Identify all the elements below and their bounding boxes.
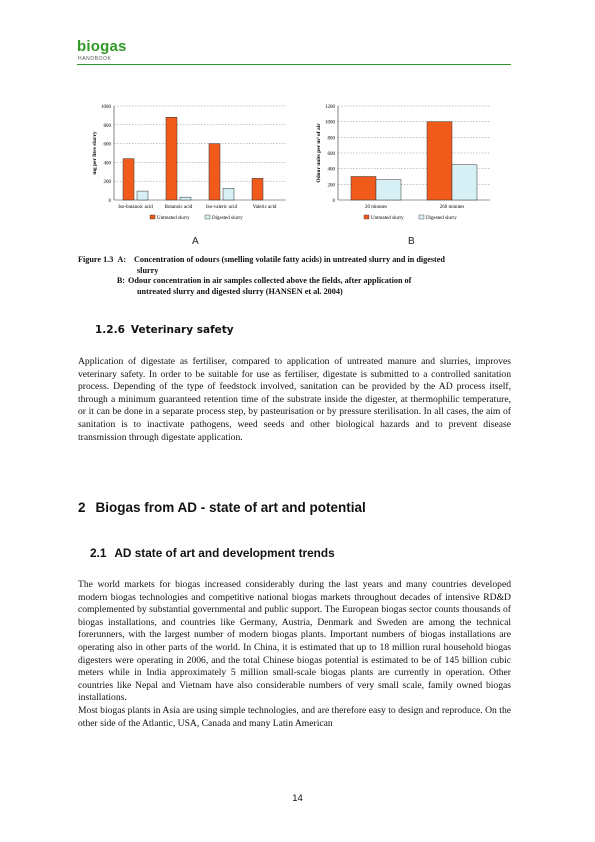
caption-b-text: Odour concentration in air samples collected above the fields, after application of	[128, 276, 412, 285]
caption-a-text: Concentration of odours (smelling volatile fatty acids) in untreated slurry and in digested	[134, 255, 445, 264]
bar-untreated-slurry	[252, 178, 263, 200]
y-tick-label: 0	[332, 199, 335, 204]
chart-a-volatile-fatty-acids	[80, 98, 290, 233]
x-tick-label: 260 minutes	[439, 205, 465, 210]
y-tick-label: 400	[103, 161, 111, 167]
bar-digested-slurry	[376, 180, 401, 200]
legend-label: Untreated slurry	[157, 216, 190, 221]
y-tick-label: 1000	[325, 120, 335, 126]
header-rule	[77, 64, 511, 65]
panel-label-b: B	[408, 236, 415, 247]
figure-caption	[78, 255, 518, 297]
legend-swatch	[364, 215, 369, 219]
x-tick-label: Valeric acid	[252, 205, 277, 210]
handbook-subtitle: HANDBOOK	[78, 56, 112, 62]
figure-label: Figure 1.3 A:	[78, 255, 127, 264]
caption-b-text-cont: untreated slurry and digested slurry (HANSEN et al. 2004)	[137, 286, 343, 296]
legend-label: Untreated slurry	[371, 216, 404, 221]
panel-label-a: A	[192, 236, 199, 247]
paragraph-state-of-art	[78, 579, 511, 730]
bar-untreated-slurry	[209, 144, 220, 200]
legend-swatch	[205, 215, 210, 219]
x-tick-label: 20 minutes	[364, 205, 388, 210]
page-number: 14	[292, 793, 303, 804]
bar-untreated-slurry	[351, 177, 376, 201]
heading-chapter-2: 2 Biogas from AD - state of art and potential	[78, 500, 366, 515]
bar-digested-slurry	[223, 188, 234, 200]
handbook-logo: biogas	[77, 38, 127, 55]
y-tick-label: 600	[327, 152, 335, 157]
x-tick-label: Butanoic acid	[164, 205, 193, 210]
y-tick-label: 600	[103, 142, 111, 148]
y-tick-label: 1000	[101, 105, 111, 110]
heading-section-2-1: 2.1 AD state of art and development trends	[90, 546, 335, 560]
paragraph-asia-plants: Most biogas plants in Asia are using simple technologies, and are therefore easy to design and reproduce. On the other side of the Atlantic, USA, Canada and many Latin American	[78, 704, 511, 729]
bar-digested-slurry	[180, 197, 191, 200]
caption-b-label: B:	[116, 276, 125, 285]
y-tick-label: 1200	[325, 105, 335, 110]
y-tick-label: 200	[103, 180, 111, 186]
x-tick-label: Iso-valeric acid	[206, 205, 237, 210]
y-axis-label: mg per litre slurry	[92, 131, 98, 175]
x-tick-label: Iso-butanoic acid	[118, 205, 153, 210]
bar-untreated-slurry	[166, 117, 177, 200]
y-tick-label: 200	[327, 183, 335, 189]
bar-untreated-slurry	[123, 159, 134, 200]
y-tick-label: 0	[108, 199, 111, 204]
y-tick-label: 800	[327, 136, 335, 142]
y-tick-label: 800	[103, 123, 111, 129]
bar-digested-slurry	[137, 191, 148, 200]
bar-digested-slurry	[452, 165, 477, 200]
y-axis-label: Odour units per m³ of air	[316, 123, 322, 183]
legend-label: Digested slurry	[212, 216, 243, 221]
legend-swatch	[419, 215, 424, 219]
paragraph-world-markets: The world markets for biogas increased considerably during the last years and many countries developed modern biogas technologies and competitive national biogas markets throughout decades of intensive RD&D complemented by substantial governmental and public support. The European biogas sector counts thousands of biogas installations, and countries like Germany, Austria, Denmark and Sweden are among the technical forerunners, with the largest number of modern biogas plants. Important numbers of biogas installations are operating also in other parts of the world. In China, it is estimated that up to 18 million rural household biogas digesters were operating in 2006, and the total Chinese biogas potential is estimated to be of 145 billion cubic meters while in India approximately 5 million small-scale biogas plants are currently in operation. Other countries like Nepal and Vietnam have also considerable numbers of very small scale, family owned biogas installations.	[78, 579, 511, 704]
bar-untreated-slurry	[427, 122, 452, 200]
heading-veterinary-safety: 1.2.6 Veterinary safety	[95, 324, 234, 336]
paragraph-veterinary-safety: Application of digestate as fertiliser, compared to application of untreated manure and slurries, improves veterinary safety. In order to be suitable for use as fertiliser, digestate is submitted to a controlled sanitation process. Depending of the type of feedstock involved, sanitation can be provided by the AD process itself, through a minimum guaranteed retention time of the substrate inside the digester, at thermophilic temperature, or it can be done in a separate process step, by pasteurisation or by pressure sterilisation. In all cases, the aim of sanitation is to inactivate pathogens, weed seeds and other biological hazards and to prevent disease transmission through digestate application.	[78, 356, 511, 443]
legend-label: Digested slurry	[426, 216, 457, 221]
chart-b-odour-units	[300, 98, 500, 233]
y-tick-label: 400	[327, 167, 335, 173]
legend-swatch	[150, 215, 155, 219]
caption-a-text-cont: slurry	[137, 265, 159, 275]
